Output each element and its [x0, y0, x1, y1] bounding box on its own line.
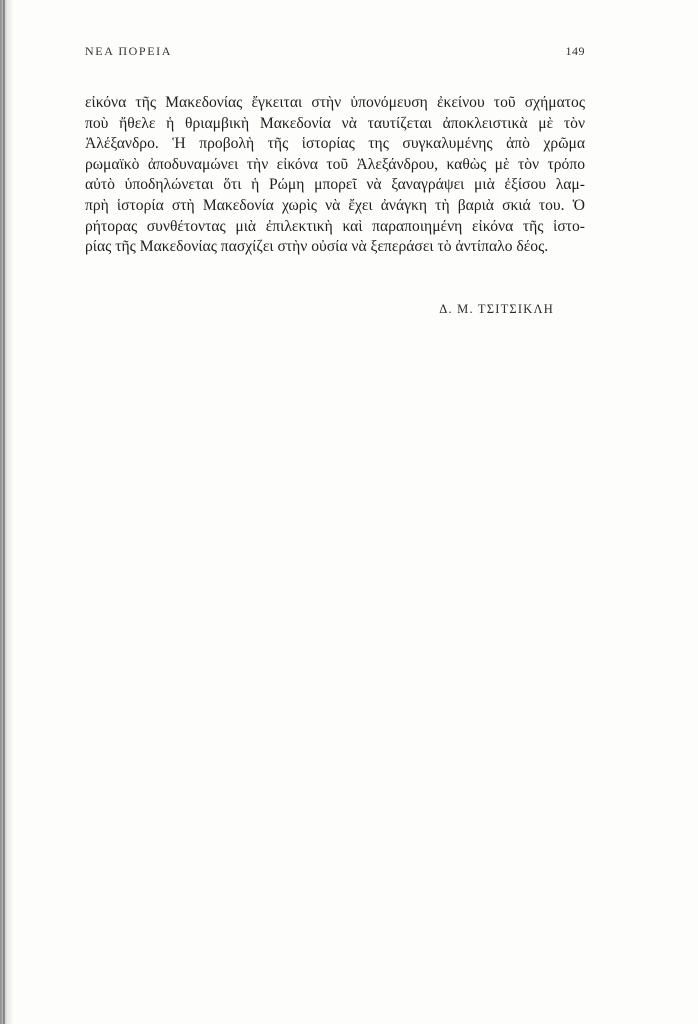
text-line: πρὴ ἱστορία στὴ Μακεδονία χωρὶς νὰ ἔχει ἀνάγκη τὴ βαριὰ σκιά του. Ὁ — [85, 196, 585, 214]
text-line: ποὺ ἤθελε ἡ θριαμβικὴ Μακεδονία νὰ ταυτίζεται ἀποκλειστικὰ μὲ τὸν — [85, 114, 585, 132]
text-line: Ἀλέξανδρο. Ἡ προβολὴ τῆς ἱστορίας της συγκαλυμένης ἀπὸ χρῶμα — [85, 135, 585, 153]
text-line: ρωμαϊκὸ ἀποδυναμώνει τὴν εἰκόνα τοῦ Ἀλεξάνδρου, καθὼς μὲ τὸν τρόπο — [85, 155, 585, 173]
body-paragraph — [85, 93, 585, 258]
spine-edge — [3, 0, 5, 1024]
text-line: αὐτὸ ὑποδηλώνεται ὅτι ἡ Ρώμη μπορεῖ νὰ ξαναγράψει μιὰ ἐξίσου λαμ- — [85, 176, 585, 194]
author-signature: Δ. Μ. ΤΣΙΤΣΙΚΛΗ — [439, 302, 554, 316]
page-number: 149 — [565, 44, 585, 58]
text-line: ρήτορας συνθέτοντας μιὰ ἐπιλεκτικὴ καὶ παραποιημένη εἰκόνα τῆς ἱστο- — [85, 217, 585, 235]
running-head — [85, 44, 585, 64]
text-line: ρίας τῆς Μακεδονίας πασχίζει στὴν οὐσία νὰ ξεπεράσει τὸ ἀντίπαλο δέος. — [85, 238, 549, 256]
text-line: εἰκόνα τῆς Μακεδονίας ἔγκειται στὴν ὑπονόμευση ἐκείνου τοῦ σχήματος — [85, 94, 585, 111]
running-title: ΝΕΑ ΠΟΡΕΙΑ — [85, 44, 172, 58]
